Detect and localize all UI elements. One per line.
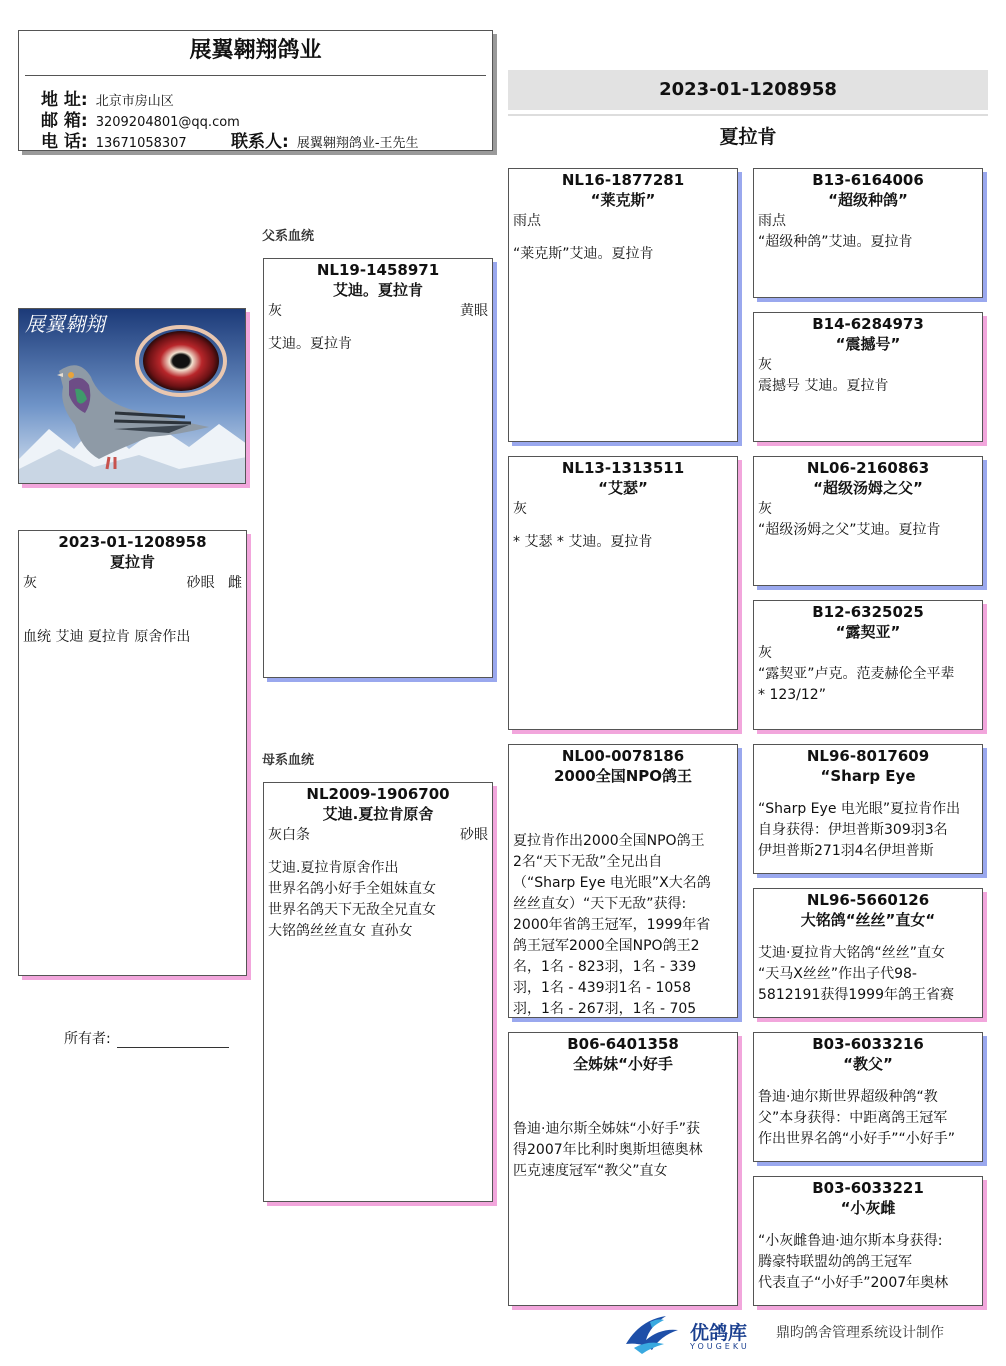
sire-sire-ring: NL16-1877281 bbox=[561, 171, 685, 189]
dam-name: 艾迪.夏拉肯原舍 bbox=[322, 805, 434, 823]
subject-eye-sex bbox=[187, 573, 242, 594]
subject-attrs bbox=[19, 573, 246, 594]
dds-note: 鲁迪·迪尔斯世界超级种鸽“教 父”本身获得：中距离鸽王冠军 作出世界名鸽“小好手”“小好手” bbox=[758, 1089, 956, 1147]
sire-dam-ring: NL13-1313511 bbox=[561, 459, 685, 477]
dds-ring: B03-6033216 bbox=[812, 1035, 924, 1053]
dam-dam-name: 全姊妹“小好手 bbox=[573, 1055, 673, 1073]
mother-line-label: 母系血统 bbox=[262, 753, 315, 768]
dam-sire-card bbox=[508, 744, 738, 1018]
sire-dam-color: 灰 bbox=[513, 501, 527, 517]
ddd-note: “小灰雌鲁迪·迪尔斯本身获得: 腾豪特联盟幼鸽鸽王冠军 代表直子“小好手”2007年奥林 bbox=[758, 1233, 949, 1291]
ddd-name: “小灰雌 bbox=[840, 1199, 896, 1217]
owner-signature-line bbox=[117, 1033, 229, 1048]
sdd-name: “露契亚” bbox=[835, 623, 901, 641]
dss-name: “Sharp Eye bbox=[820, 767, 916, 785]
top-ring-bar: 2023-01-1208958 bbox=[508, 70, 988, 110]
dss-ring: NL96-8017609 bbox=[806, 747, 930, 765]
subject-note: 血统 艾迪 夏拉肯 原舍作出 bbox=[23, 629, 191, 645]
maker-credit: 鼎昀鸽舍管理系统设计制作 bbox=[776, 1325, 944, 1341]
ddd-ring: B03-6033221 bbox=[812, 1179, 924, 1197]
sds-card bbox=[753, 456, 983, 586]
contact-row bbox=[231, 127, 419, 151]
pigeon-photo bbox=[18, 308, 246, 484]
sire-sire-name: “莱克斯” bbox=[590, 191, 656, 209]
top-pigeon-name: 夏拉肯 bbox=[719, 126, 777, 148]
subject-eye: 砂眼 bbox=[186, 575, 215, 591]
dsd-card bbox=[753, 888, 983, 1018]
dam-sire-note: 夏拉肯作出2000全国NPO鸽王 2名“天下无敌”全兄出自 （“Sharp Eye 电光眼”X大名鸽 丝丝直女）“天下无敌”获得: 2000年省鸽王冠军，1999年省 鸽王冠军2000全国NPO鸽王2 名，1名 - 823羽，1名 - 339 羽，1名 - 439羽1名 - 1058 羽，1名 - 267羽，1名 - 705 bbox=[513, 833, 711, 1017]
ddd-card bbox=[753, 1176, 983, 1306]
sss-name: “超级种鸽” bbox=[828, 191, 908, 209]
sire-color: 灰 bbox=[268, 303, 282, 319]
footer-brand bbox=[620, 1310, 980, 1360]
subject-name: 夏拉肯 bbox=[109, 553, 155, 571]
sire-sire-card bbox=[508, 168, 738, 442]
sss-color: 雨点 bbox=[758, 213, 786, 229]
subject-color: 灰 bbox=[23, 575, 37, 591]
father-line-label: 父系血统 bbox=[262, 229, 315, 244]
logo-subtitle: YOUGEKU bbox=[690, 1342, 750, 1351]
dss-card bbox=[753, 744, 983, 874]
phone-row bbox=[41, 127, 187, 151]
sire-eye: 黄眼 bbox=[460, 303, 488, 319]
owner-label: 所有者: bbox=[64, 1031, 111, 1047]
owner-field bbox=[64, 1028, 229, 1048]
sire-sire-color: 雨点 bbox=[513, 213, 541, 229]
contact-label: 联系人: bbox=[231, 132, 289, 151]
dam-note: 艾迪.夏拉肯原舍作出 世界名鸽小好手全姐妹直女 世界名鸽天下无敌全兄直女 大铭鸽丝丝直女 直孙女 bbox=[268, 860, 436, 939]
dam-dam-ring: B06-6401358 bbox=[567, 1035, 679, 1053]
sds-note: “超级汤姆之父”艾迪。夏拉肯 bbox=[758, 522, 941, 538]
dds-card bbox=[753, 1032, 983, 1162]
email-value: 3209204801@qq.com bbox=[95, 115, 240, 130]
dam-dam-note: 鲁迪·迪尔斯全姊妹“小好手”获 得2007年比利时奥斯坦德奥林 匹克速度冠军“教父”直女 bbox=[513, 1121, 703, 1179]
sss-card bbox=[753, 168, 983, 298]
dam-color: 灰白条 bbox=[268, 827, 310, 843]
pigeon-photo-art bbox=[19, 309, 246, 484]
sire-name: 艾迪。夏拉肯 bbox=[332, 281, 423, 299]
sss-ring: B13-6164006 bbox=[812, 171, 924, 189]
dsd-ring: NL96-5660126 bbox=[806, 891, 930, 909]
dam-dam-card bbox=[508, 1032, 738, 1306]
header-card bbox=[18, 30, 493, 151]
dss-note: “Sharp Eye 电光眼”夏拉肯作出 自身获得：伊坦普斯309羽3名 伊坦普斯271羽4名伊坦普斯 bbox=[758, 801, 961, 859]
email-label: 邮 箱: bbox=[41, 111, 88, 131]
sss-note: “超级种鸽”艾迪。夏拉肯 bbox=[758, 234, 913, 250]
dam-eye: 砂眼 bbox=[460, 827, 488, 843]
dam-attrs bbox=[264, 825, 492, 846]
sdd-color: 灰 bbox=[758, 645, 772, 661]
sire-dam-card bbox=[508, 456, 738, 730]
sire-dam-note: * 艾瑟 * 艾迪。夏拉肯 bbox=[513, 534, 653, 550]
contact-value: 展翼翱翔鸽业-王先生 bbox=[296, 136, 419, 151]
sire-sire-note: “莱克斯”艾迪。夏拉肯 bbox=[513, 246, 654, 262]
photo-logo-text: 展翼翱翔 bbox=[25, 312, 105, 336]
sire-ring: NL19-1458971 bbox=[316, 261, 440, 279]
top-ring-divider bbox=[508, 114, 988, 116]
loft-title: 展翼翱翔鸽业 bbox=[189, 38, 322, 63]
ssd-ring: B14-6284973 bbox=[812, 315, 924, 333]
sdd-card bbox=[753, 600, 983, 730]
phone-label: 电 话: bbox=[41, 132, 88, 151]
header-divider bbox=[25, 75, 486, 76]
sire-dam-name: “艾瑟” bbox=[598, 479, 648, 497]
logo-name: 优鸽库 bbox=[690, 1322, 748, 1344]
dam-ring: NL2009-1906700 bbox=[306, 785, 450, 803]
address-value: 北京市房山区 bbox=[95, 94, 174, 109]
subject-card bbox=[18, 530, 247, 976]
sds-ring: NL06-2160863 bbox=[806, 459, 930, 477]
dsd-note: 艾迪·夏拉肯大铭鸽“丝丝”直女 “天马X丝丝”作出子代98- 5812191获得1999年鸽王省赛 bbox=[758, 945, 954, 1003]
ssd-name: “震撼号” bbox=[835, 335, 901, 353]
dsd-name: 大铭鸽“丝丝”直女“ bbox=[800, 911, 936, 929]
subject-ring: 2023-01-1208958 bbox=[58, 533, 207, 551]
sdd-note: “露契亚”卢克。范麦赫伦全平辈 * 123/12” bbox=[758, 666, 955, 703]
subject-sex: 雌 bbox=[228, 575, 242, 591]
ssd-card bbox=[753, 312, 983, 442]
ssd-color: 灰 bbox=[758, 357, 772, 373]
phone-value: 13671058307 bbox=[95, 136, 187, 151]
yougeku-logo-icon bbox=[620, 1310, 684, 1356]
sdd-ring: B12-6325025 bbox=[812, 603, 924, 621]
sire-attrs bbox=[264, 301, 492, 322]
address-label: 地 址: bbox=[41, 90, 88, 110]
dam-sire-ring: NL00-0078186 bbox=[561, 747, 685, 765]
dds-name: “教父” bbox=[843, 1055, 893, 1073]
sds-color: 灰 bbox=[758, 501, 772, 517]
sire-note: 艾迪。夏拉肯 bbox=[268, 336, 352, 352]
ssd-note: 震撼号 艾迪。夏拉肯 bbox=[758, 378, 889, 394]
dam-card bbox=[263, 782, 493, 1202]
sds-name: “超级汤姆之父” bbox=[813, 479, 923, 497]
dam-sire-name: 2000全国NPO鸽王 bbox=[553, 767, 693, 785]
sire-card bbox=[263, 258, 493, 678]
